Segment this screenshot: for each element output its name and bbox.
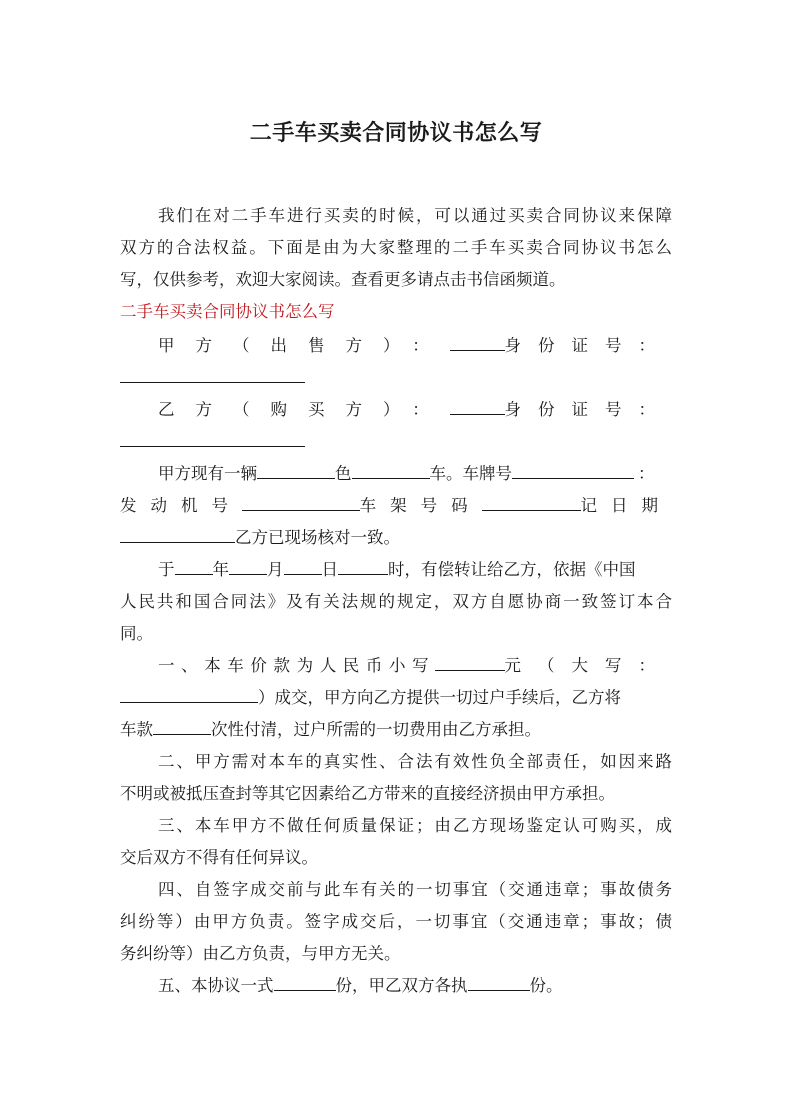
copies-total-blank (274, 972, 336, 991)
party-a-label: 甲方（出售方）： (158, 336, 450, 355)
intro-line-1: 我们在对二手车进行买卖的时候，可以通过买卖合同协议来保障 (158, 206, 672, 225)
day-blank (284, 556, 322, 575)
copies-each-blank (468, 972, 530, 991)
frame-number-label: 车架号码 (359, 496, 482, 515)
clause-2-line-1: 二、甲方需对本车的真实性、合法有效性负全部责任，如因来路 (158, 752, 672, 771)
hour-blank (338, 556, 388, 575)
clause-1-text-l3b: 次性付清，过户所需的一切费用由乙方承担。 (211, 720, 541, 739)
clause-1-line-1 (120, 650, 672, 682)
transfer-text-d: 日 (321, 560, 338, 579)
clause-1-text-a: 一、本车价款为人民币小写 (158, 656, 436, 675)
transfer-line-3: 同。 (120, 624, 153, 643)
clause-4-line-1: 四、自签字成交前与此车有关的一切事宜（交通违章；事故债务 (158, 880, 672, 899)
plate-number-blank (512, 460, 634, 479)
clause-5-text-b: 份，甲乙双方各执 (335, 976, 468, 995)
party-b-name-blank (450, 396, 505, 415)
transfer-line-2: 人民共和国合同法》及有关法规的规定，双方自愿协商一致签订本合 (120, 592, 672, 611)
party-b-id-blank (120, 428, 305, 447)
clause-1-text-b: 元（大写： (504, 656, 672, 675)
clause-1-line-2 (120, 682, 672, 714)
clause-5-line-1 (120, 970, 672, 1002)
vehicle-text-2: 色 (335, 464, 352, 483)
section-heading: 二手车买卖合同协议书怎么写 (120, 302, 335, 321)
party-a-name-blank (450, 332, 505, 351)
clause-1-text-l2: ）成交，甲方向乙方提供一切过户手续后，乙方将 (258, 688, 621, 707)
vehicle-text-3: 车。车牌号 (429, 464, 512, 483)
engine-number-blank (242, 492, 360, 511)
vehicle-text-5: 乙方已现场核对一致。 (235, 528, 400, 547)
party-a-id-line (120, 362, 672, 394)
document-title: 二手车买卖合同协议书怎么写 (249, 121, 543, 146)
vehicle-line-1 (120, 458, 672, 490)
intro-line-3: 写，仅供参考，欢迎大家阅读。查看更多请点击书信函频道。 (120, 270, 566, 289)
clause-1-line-3 (120, 714, 672, 746)
payment-times-blank (153, 716, 211, 735)
vehicle-color-blank (352, 460, 430, 479)
transfer-line-1 (120, 554, 672, 586)
party-b-label: 乙方（购买方）： (158, 400, 450, 419)
clause-5-text-c: 份。 (529, 976, 563, 995)
engine-number-label: 发动机号 (120, 496, 242, 515)
clause-5-text-a: 五、本协议一式 (158, 976, 274, 995)
party-a-id-blank (120, 364, 305, 383)
register-date-label: 记日期 (580, 496, 672, 515)
transfer-text-c: 月 (267, 560, 284, 579)
vehicle-line-3 (120, 522, 672, 554)
transfer-text-e: 时，有偿转让给乙方，依据《中国 (388, 560, 636, 579)
vehicle-model-blank (257, 460, 335, 479)
party-a-line (120, 330, 672, 362)
register-date-blank (120, 524, 235, 543)
clause-1-text-l3a: 车款 (120, 720, 153, 739)
clause-3-line-1: 三、本车甲方不做任何质量保证；由乙方现场鉴定认可购买，成 (158, 816, 672, 835)
intro-line-2: 双方的合法权益。下面是由为大家整理的二手车买卖合同协议书怎么 (120, 238, 672, 257)
vehicle-text-4: ： (638, 464, 655, 483)
month-blank (229, 556, 267, 575)
vehicle-text-1: 甲方现有一辆 (158, 464, 257, 483)
clause-3-line-2: 交后双方不得有任何异议。 (120, 848, 318, 867)
party-b-id-label: 身份证号： (504, 400, 672, 419)
vehicle-line-2 (120, 490, 672, 522)
frame-number-blank (482, 492, 581, 511)
clause-2-line-2: 不明或被抵压查封等其它因素给乙方带来的直接经济损由甲方承担。 (120, 784, 615, 803)
transfer-text-b: 年 (212, 560, 229, 579)
party-b-id-line (120, 426, 672, 458)
price-uppercase-blank (120, 684, 258, 703)
clause-4-line-2: 纠纷等）由甲方负责。签字成交后，一切事宜（交通违章；事故；债 (120, 912, 672, 931)
party-a-id-label: 身份证号： (504, 336, 672, 355)
party-b-line (120, 394, 672, 426)
transfer-text-a: 于 (158, 560, 175, 579)
clause-4-line-3: 务纠纷等）由乙方负责，与甲方无关。 (120, 944, 401, 963)
price-lowercase-blank (435, 652, 504, 671)
year-blank (175, 556, 213, 575)
